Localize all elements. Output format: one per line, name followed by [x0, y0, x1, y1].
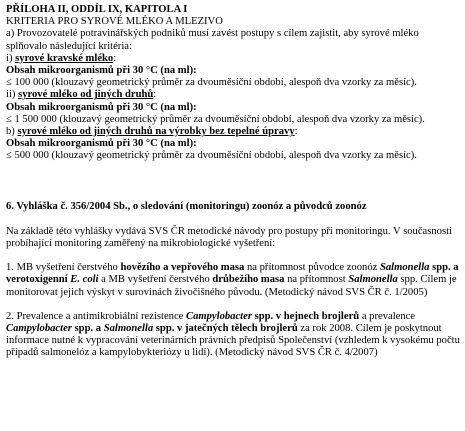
paragraph-gap — [6, 213, 460, 226]
criterion-cow-milk-value: ≤ 100 000 (klouzavý geometrický průměr za dvouměsíční období, alespoň dva vzorky za měsíc). — [6, 77, 417, 89]
annex-intro: a) Provozovatelé potravinářských podniků musí zavést postupy s cílem zajistit, aby syrové mléko splňovalo následující kritéria: — [6, 28, 419, 52]
decree-heading: 6. Vyhláška č. 356/2004 Sb., o sledování (monitoringu) zoonóz a původců zoonóz — [6, 200, 367, 212]
annex-subheading: KRITERIA PRO SYROVÉ MLÉKO A MLEZIVO — [6, 16, 223, 28]
monitoring-item-1: 1. MB vyšetření čerstvého hovězího a vepřového masa na přítomnost původce zoonóz Salmonella spp. a verotoxigenní E. coli a MB vyšetření čerstvého drůbežího masa na přítomnost Salmonella spp. Cílem je monitorovat jejich výskyt v surovinách živočišného původu. (Metodický návod SVS ČR č. 1/2005) — [6, 262, 459, 298]
criterion-other-milk-value: ≤ 1 500 000 (klouzavý geometrický průměr za dvouměsíční období, alespoň dva vzorky za měsíc). — [6, 113, 425, 125]
criterion-other-milk-title: ii) syrové mléko od jiných druhů: — [6, 89, 157, 101]
criterion-other-milk-count-label: Obsah mikroorganismů při 30 °C (na ml): — [6, 101, 197, 113]
paragraph-gap — [6, 299, 460, 311]
criterion-raw-products-value: ≤ 500 000 (klouzavý geometrický průměr za dvouměsíční období, alespoň dva vzorky za měsíc). — [6, 150, 417, 162]
section-gap — [6, 163, 460, 201]
decree-intro: Na základě této vyhlášky vydává SVS ČR metodické návody pro postupy při monitoringu. V současnosti probíhající monitoring zaměřený na mikrobiologické vyšetření: — [6, 225, 452, 250]
annex-heading: PŘÍLOHA II, ODDÍL IX, KAPITOLA I — [6, 4, 188, 15]
criterion-raw-products-title: b) syrové mléko od jiných druhů na výrobky bez tepelné úpravy: — [6, 126, 298, 138]
monitoring-item-2: 2. Prevalence a antimikrobiální rezistence Campylobacter spp. v hejnech brojlerů a prevalence Campylobacter spp. a Salmonella spp. v jatečných tělech brojlerů za rok 2008. Cílem je poskytnout informace nutné k vypracování veterinárních právních předpisů Společenství (vzhledem k vysokému počtu případů salmonelóz a kampylobykteriózy u lidí). (Metodický návod SVS ČR č. 4/2007) — [6, 310, 460, 359]
criterion-raw-products-count-label: Obsah mikroorganismů při 30 °C (na ml): — [6, 138, 197, 150]
document-page — [6, 4, 460, 360]
paragraph-gap — [6, 250, 460, 262]
criterion-cow-milk-title: i) syrové kravské mléko: — [6, 52, 117, 64]
criterion-cow-milk-count-label: Obsah mikroorganismů při 30 °C (na ml): — [6, 65, 197, 77]
